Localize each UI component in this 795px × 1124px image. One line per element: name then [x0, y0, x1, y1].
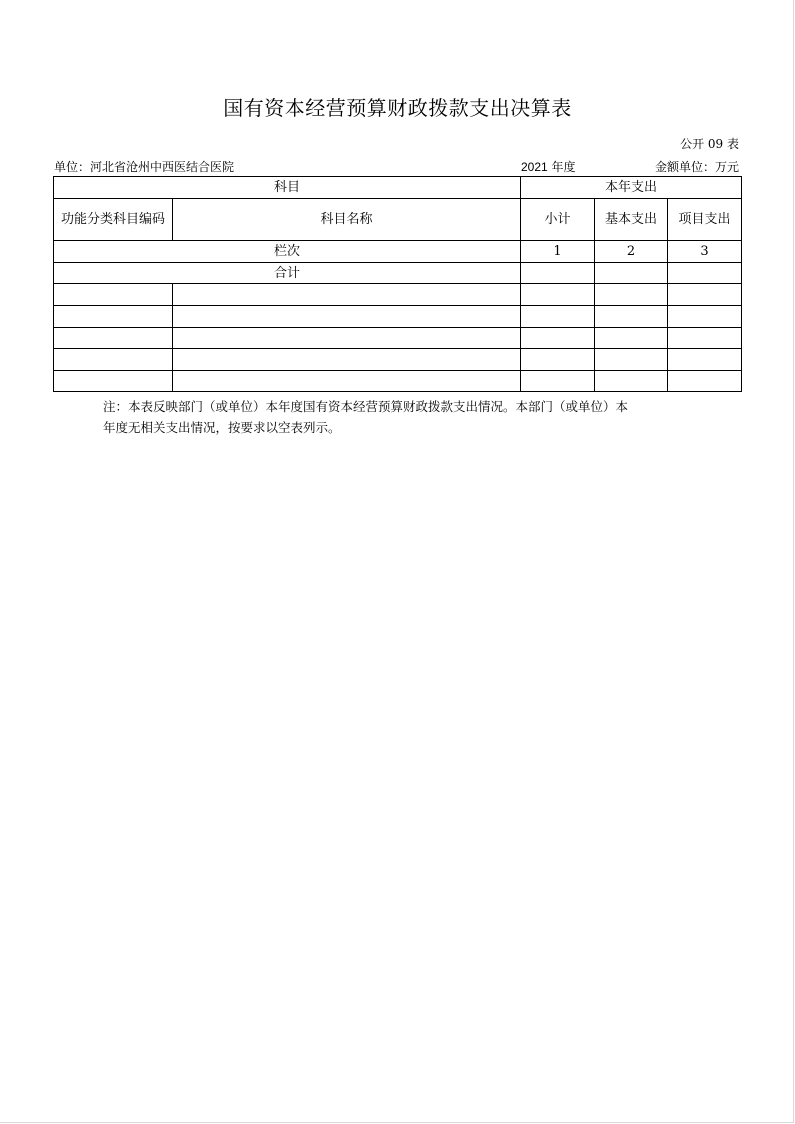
header-subject-name: 科目名称: [173, 199, 521, 241]
basic-expense-cell: [595, 284, 668, 306]
table-row: [54, 306, 742, 328]
header-row-2: [54, 199, 742, 241]
expense-table: [53, 176, 742, 392]
column-index-2: 2: [595, 241, 668, 263]
func-code-cell: [54, 284, 173, 306]
func-code-cell: [54, 371, 173, 392]
subtotal-cell: [521, 284, 595, 306]
total-label: 合计: [54, 263, 521, 284]
fiscal-year: [521, 158, 576, 175]
subtotal-cell: [521, 328, 595, 349]
money-unit: 金额单位：万元: [654, 160, 739, 174]
footnote-line-2: 年度无相关支出情况，按要求以空表列示。: [103, 420, 341, 435]
footnote-line-1: 注：本表反映部门（或单位）本年度国有资本经营预算财政拨款支出情况。本部门（或单位）本: [103, 399, 629, 414]
footnote: [103, 396, 703, 438]
func-code-cell: [54, 306, 173, 328]
total-row: [54, 263, 742, 284]
subject-name-cell: [173, 371, 521, 392]
project-expense-cell: [668, 328, 742, 349]
project-expense-cell: [668, 284, 742, 306]
header-current-year-expense: 本年支出: [521, 177, 742, 199]
subject-name-cell: [173, 349, 521, 371]
basic-expense-cell: [595, 328, 668, 349]
func-code-cell: [54, 328, 173, 349]
basic-expense-cell: [595, 306, 668, 328]
column-index-row: [54, 241, 742, 263]
project-expense-cell: [668, 349, 742, 371]
table-row: [54, 328, 742, 349]
unit-label: 单位：河北省沧州中西医结合医院: [54, 160, 235, 174]
header-subtotal: 小计: [521, 199, 595, 241]
form-number: 公开 09 表: [680, 137, 739, 151]
project-expense-cell: [668, 306, 742, 328]
subject-name-cell: [173, 284, 521, 306]
header-row-1: [54, 177, 742, 199]
header-project-expense: 项目支出: [668, 199, 742, 241]
column-index-3: 3: [668, 241, 742, 263]
subtotal-cell: [521, 371, 595, 392]
table-row: [54, 349, 742, 371]
func-code-cell: [54, 349, 173, 371]
subject-name-cell: [173, 306, 521, 328]
subject-name-cell: [173, 328, 521, 349]
table-row: [54, 371, 742, 392]
column-index-1: 1: [521, 241, 595, 263]
fiscal-year-number: 2021: [521, 160, 548, 174]
total-basic-cell: [595, 263, 668, 284]
header-func-code: 功能分类科目编码: [54, 199, 173, 241]
fiscal-year-suffix: 年度: [547, 160, 576, 174]
header-subject: 科目: [54, 177, 521, 199]
basic-expense-cell: [595, 371, 668, 392]
subtotal-cell: [521, 349, 595, 371]
project-expense-cell: [668, 371, 742, 392]
header-basic-expense: 基本支出: [595, 199, 668, 241]
basic-expense-cell: [595, 349, 668, 371]
page-title: 国有资本经营预算财政拨款支出决算表: [223, 96, 572, 120]
column-index-label: 栏次: [54, 241, 521, 263]
total-project-cell: [668, 263, 742, 284]
table-row: [54, 284, 742, 306]
total-subtotal-cell: [521, 263, 595, 284]
subtotal-cell: [521, 306, 595, 328]
